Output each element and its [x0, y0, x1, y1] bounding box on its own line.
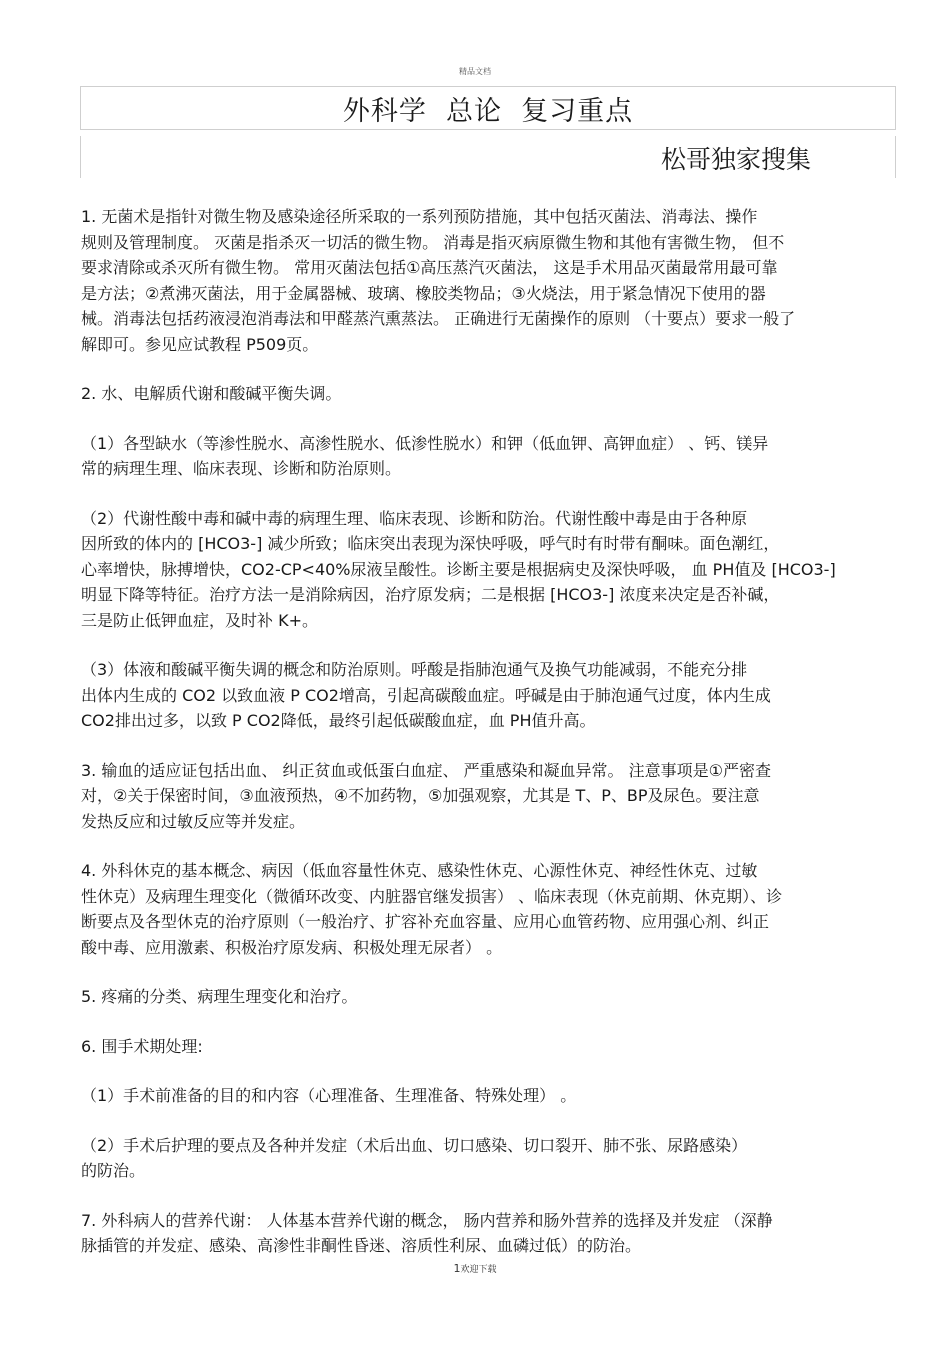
- paragraph-line: （3）体液和酸碱平衡失调的概念和防治原则。呼酸是指肺泡通气及换气功能减弱，不能充分排: [81, 660, 748, 679]
- paragraph-line: 3. 输血的适应证包括出血、 纠正贫血或低蛋白血症、 严重感染和凝血异常。 注意事项是①严密查: [81, 760, 771, 780]
- paragraph: [81, 1208, 905, 1259]
- paragraph: [81, 1133, 905, 1184]
- footer-text: 欢迎下载: [460, 1265, 497, 1275]
- paragraph-line: 解即可。参见应试教程 P509页。: [81, 334, 319, 354]
- paragraph-line: CO2排出过多，以致 P CO2降低，最终引起低碳酸血症，血 PH值升高。: [81, 711, 596, 730]
- paragraph: [81, 431, 905, 482]
- paragraph: [81, 1034, 905, 1060]
- paragraph-line: 的防治。: [81, 1161, 146, 1180]
- paragraph-line: 心率增快，脉搏增快，CO2-CP<40%尿液呈酸性。诊断主要是根据病史及深快呼吸， 血 PH值及 [HCO3-]: [81, 559, 836, 579]
- paragraph-line: 要求清除或杀灭所有微生物。 常用灭菌法包括①高压蒸汽灭菌法， 这是手术用品灭菌最常用最可靠: [81, 258, 778, 277]
- paragraph-line: 性休克）及病理生理变化（微循环改变、内脏器官继发损害） 、临床表现（休克前期、休克期）、诊: [81, 886, 783, 906]
- paragraph-line: （2）代谢性酸中毒和碱中毒的病理生理、临床表现、诊断和防治。代谢性酸中毒是由于各种原: [81, 508, 748, 528]
- document-body: [81, 204, 905, 1283]
- paragraph: [81, 204, 905, 357]
- paragraph: [81, 858, 905, 960]
- paragraph-line: 明显下降等特征。治疗方法一是消除病因，治疗原发病；二是根据 [HCO3-] 浓度来决定是否补碱，: [81, 585, 780, 604]
- paragraph: [81, 984, 905, 1010]
- paragraph-line: （2）手术后护理的要点及各种并发症（术后出血、切口感染、切口裂开、肺不张、尿路感染）: [81, 1135, 748, 1155]
- author-box: [80, 136, 896, 178]
- author-credit: 松哥独家搜集: [660, 145, 811, 174]
- paragraph-line: 2. 水、电解质代谢和酸碱平衡失调。: [81, 384, 342, 403]
- paragraph-line: 发热反应和过敏反应等并发症。: [81, 811, 306, 831]
- paragraph-line: （1）手术前准备的目的和内容（心理准备、生理准备、特殊处理） 。: [81, 1086, 577, 1105]
- paragraph: [81, 1083, 905, 1109]
- title-box: [80, 86, 896, 130]
- paragraph-line: （1）各型缺水（等渗性脱水、高渗性脱水、低渗性脱水）和钾（低血钾、高钾血症） 、钙、镁异: [81, 433, 769, 453]
- paragraph-line: 脉插管的并发症、感染、高渗性非酮性昏迷、溶质性利尿、血磷过低）的防治。: [81, 1236, 642, 1255]
- header-note: 精品文档: [459, 67, 491, 76]
- paragraph-line: 1. 无菌术是指针对微生物及感染途径所采取的一系列预防措施，其中包括灭菌法、消毒法、操作: [81, 207, 758, 226]
- paragraph-line: 断要点及各型休克的治疗原则（一般治疗、扩容补充血容量、应用心血管药物、应用强心剂、纠正: [81, 912, 770, 931]
- paragraph-line: 因所致的体内的 [HCO3-] 减少所致；临床突出表现为深快呼吸，呼气时有时带有酮味。面色潮红，: [81, 534, 780, 553]
- page-title: 外科学 总论 复习重点: [342, 96, 634, 127]
- paragraph-line: 出体内生成的 CO2 以致血液 P CO2增高，引起高碳酸血症。呼碱是由于肺泡通气过度，体内生成: [81, 685, 771, 705]
- paragraph-line: 对，②关于保密时间，③血液预热，④不加药物，⑤加强观察，尤其是 T、P、BP及尿色。要注意: [81, 786, 760, 805]
- page-footer: [0, 1262, 950, 1275]
- paragraph: [81, 506, 905, 634]
- paragraph-line: 常的病理生理、临床表现、诊断和防治原则。: [81, 459, 402, 478]
- paragraph-line: 5. 疼痛的分类、病理生理变化和治疗。: [81, 987, 358, 1006]
- paragraph-line: 酸中毒、应用激素、积极治疗原发病、积极处理无尿者） 。: [81, 937, 503, 957]
- page-number: 1: [453, 1262, 461, 1275]
- paragraph-line: 6. 围手术期处理:: [81, 1036, 203, 1056]
- paragraph: [81, 657, 905, 734]
- paragraph-line: 是方法；②煮沸灭菌法，用于金属器械、玻璃、橡胶类物品；③火烧法，用于紧急情况下使用的器: [81, 283, 766, 303]
- paragraph-line: 4. 外科休克的基本概念、病因（低血容量性休克、感染性休克、心源性休克、神经性休克、过敏: [81, 861, 758, 880]
- paragraph-line: 三是防止低钾血症，及时补 K+。: [81, 610, 318, 630]
- paragraph-line: 械。消毒法包括药液浸泡消毒法和甲醛蒸汽熏蒸法。 正确进行无菌操作的原则 （十要点）要求一般了: [81, 309, 796, 328]
- paragraph: [81, 381, 905, 407]
- paragraph-line: 规则及管理制度。 灭菌是指杀灭一切活的微生物。 消毒是指灭病原微生物和其他有害微生物， 但不: [81, 232, 785, 252]
- paragraph: [81, 758, 905, 835]
- paragraph-line: 7. 外科病人的营养代谢： 人体基本营养代谢的概念， 肠内营养和肠外营养的选择及并发症 （深静: [81, 1210, 773, 1230]
